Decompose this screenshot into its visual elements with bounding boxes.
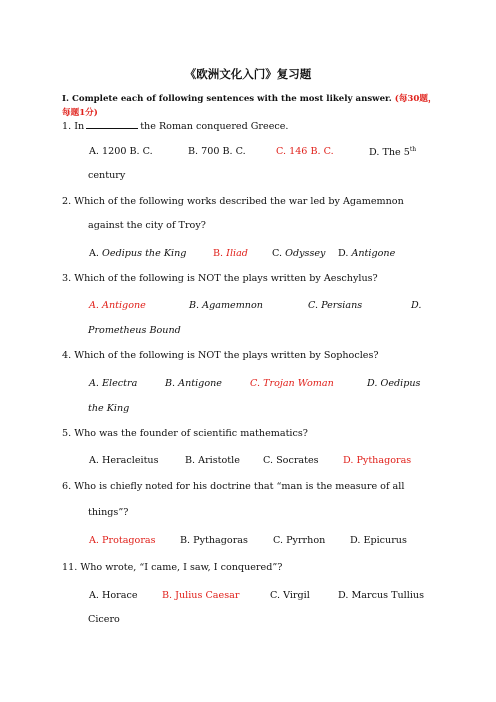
option: A. Heracleitus (89, 455, 159, 466)
option: A. Oedipus the King (89, 248, 187, 259)
option: C. Odyssey (272, 248, 326, 259)
option: A. Horace (89, 590, 138, 601)
question-6-cont: things”? (88, 507, 129, 518)
option: B. Antigone (165, 378, 222, 389)
question-2-cont: against the city of Troy? (88, 220, 206, 231)
option-correct: D. Pythagoras (343, 455, 412, 466)
option: D. Epicurus (350, 535, 407, 546)
option: B. 700 B. C. (188, 146, 246, 157)
option: A. 1200 B. C. (89, 146, 153, 157)
section-instruction: I. Complete each of following sentences with the most likely answer. (62, 94, 392, 104)
option-correct: B. Iliad (213, 248, 248, 259)
option-continuation: Cicero (88, 614, 120, 625)
option: B. Aristotle (185, 455, 240, 466)
question-5: 5. Who was the founder of scientific mathematics? (62, 428, 308, 439)
question-1: 1. In the Roman conquered Greece. (62, 121, 289, 132)
question-6: 6. Who is chiefly noted for his doctrine that “man is the measure of all (62, 481, 405, 492)
page-title: 《欧洲文化入门》复习题 (184, 67, 312, 81)
option: B. Pythagoras (180, 535, 248, 546)
option-correct: B. Julius Caesar (162, 590, 240, 601)
option: C. Persians (308, 300, 363, 311)
option: D. Oedipus (367, 378, 421, 389)
question-11: 11. Who wrote, “I came, I saw, I conquered”? (62, 562, 283, 573)
question-4: 4. Which of the following is NOT the plays written by Sophocles? (62, 350, 379, 361)
option: C. Virgil (270, 590, 310, 601)
option: D. Marcus Tullius (338, 590, 424, 601)
option: D. The 5th (369, 146, 417, 159)
option: C. Pyrrhon (273, 535, 326, 546)
option: A. Electra (89, 378, 138, 389)
option: D. (411, 300, 422, 311)
option-correct: C. Trojan Woman (250, 378, 334, 389)
option: B. Agamemnon (189, 300, 263, 311)
option: D. Antigone (338, 248, 396, 259)
option: C. Socrates (263, 455, 319, 466)
question-2: 2. Which of the following works described the war led by Agamemnon (62, 196, 404, 207)
option-continuation: the King (88, 403, 130, 414)
option-correct: A. Protagoras (89, 535, 156, 546)
option-correct: A. Antigone (89, 300, 146, 311)
question-3: 3. Which of the following is NOT the plays written by Aeschylus? (62, 273, 378, 284)
section-heading (62, 92, 442, 120)
option-continuation: century (88, 170, 126, 181)
option-continuation: Prometheus Bound (88, 325, 181, 336)
section-score-note: (每30题，每题1分) (62, 94, 437, 118)
answer-blank (86, 119, 138, 129)
option-correct: C. 146 B. C. (276, 146, 334, 157)
